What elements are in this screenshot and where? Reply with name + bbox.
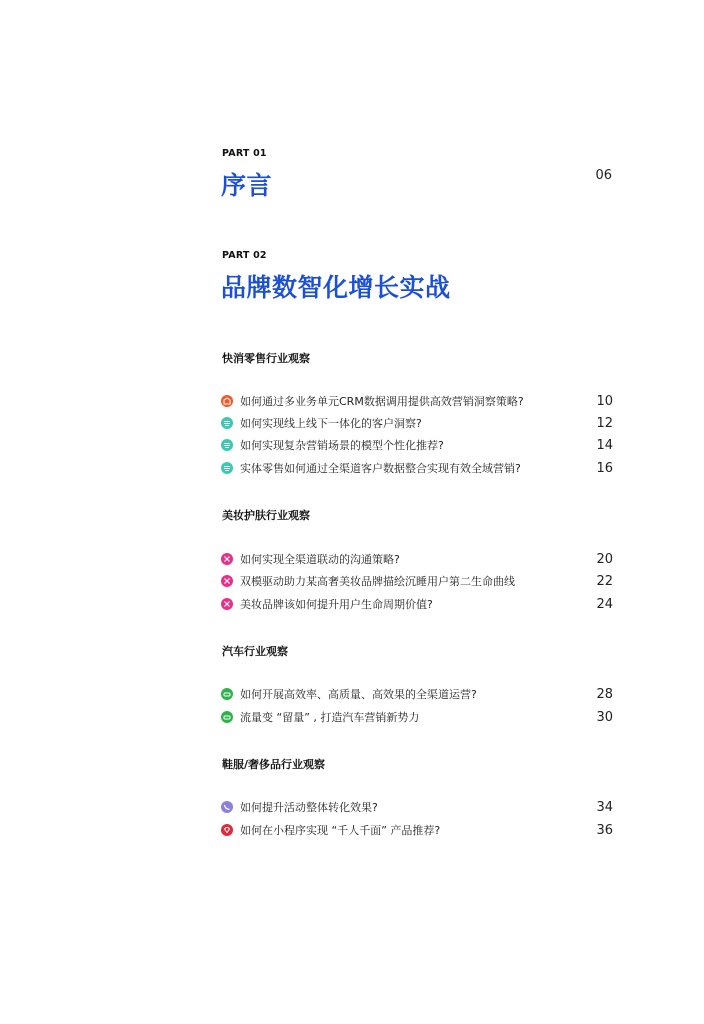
toc-item[interactable]	[221, 572, 613, 590]
section-title: 美妆护肤行业观察	[222, 509, 310, 522]
toc-item[interactable]	[221, 392, 613, 410]
toc-item[interactable]	[221, 708, 613, 726]
cosmetics-icon	[221, 598, 233, 610]
toc-item-text: 如何实现线上线下一体化的客户洞察?	[240, 417, 422, 430]
toc-item[interactable]	[221, 685, 613, 703]
toc-item[interactable]	[221, 436, 613, 454]
toc-item-page: 16	[596, 460, 613, 476]
toc-item[interactable]	[221, 414, 613, 432]
part-title: 品牌数智化增长实战	[221, 273, 451, 302]
toc-item-page: 14	[596, 437, 613, 453]
toc-item-text: 如何通过多业务单元CRM数据调用提供高效营销洞察策略?	[240, 395, 524, 408]
toc-item-text: 如何实现复杂营销场景的模型个性化推荐?	[240, 439, 444, 452]
toc-item-text: 如何实现全渠道联动的沟通策略?	[240, 553, 400, 566]
chat-icon	[221, 417, 233, 429]
cosmetics-icon	[221, 575, 233, 587]
car-icon	[221, 688, 233, 700]
toc-item-page: 12	[596, 415, 613, 431]
toc-item-text: 实体零售如何通过全渠道客户数据整合实现有效全域营销?	[240, 462, 521, 475]
toc-item-page: 36	[596, 822, 613, 838]
toc-item-page: 20	[596, 551, 613, 567]
toc-item-page: 30	[596, 709, 613, 725]
toc-item[interactable]	[221, 550, 613, 568]
diamond-icon	[221, 824, 233, 836]
toc-item[interactable]	[221, 798, 613, 816]
section-title: 汽车行业观察	[222, 645, 288, 658]
toc-item[interactable]	[221, 821, 613, 839]
toc-item-text: 如何提升活动整体转化效果?	[240, 801, 378, 814]
toc-item-text: 如何在小程序实现 “千人千面” 产品推荐?	[240, 824, 441, 837]
section-title: 鞋服/奢侈品行业观察	[222, 758, 326, 771]
shop-icon	[221, 395, 233, 407]
chat-icon	[221, 439, 233, 451]
part-label: PART 02	[222, 250, 267, 261]
toc-item[interactable]	[221, 459, 613, 477]
car-icon	[221, 711, 233, 723]
toc-item-text: 流量变 “留量” , 打造汽车营销新势力	[240, 711, 420, 724]
toc-item-page: 28	[596, 686, 613, 702]
part-label: PART 01	[222, 148, 267, 159]
toc-item-text: 如何开展高效率、高质量、高效果的全渠道运营?	[240, 688, 477, 701]
part-title: 序言	[221, 171, 273, 200]
cosmetics-icon	[221, 553, 233, 565]
section-title: 快消零售行业观察	[222, 352, 310, 365]
toc-item-page: 34	[596, 799, 613, 815]
part-page-number: 06	[595, 168, 612, 183]
shoe-icon	[221, 801, 233, 813]
toc-item-text: 双模驱动助力某高奢美妆品牌描绘沉睡用户第二生命曲线	[240, 575, 515, 588]
toc-item-page: 10	[596, 393, 613, 409]
toc-item-text: 美妆品牌该如何提升用户生命周期价值?	[240, 598, 433, 611]
chat-icon	[221, 462, 233, 474]
toc-item-page: 22	[596, 573, 613, 589]
toc-item[interactable]	[221, 595, 613, 613]
toc-item-page: 24	[596, 596, 613, 612]
